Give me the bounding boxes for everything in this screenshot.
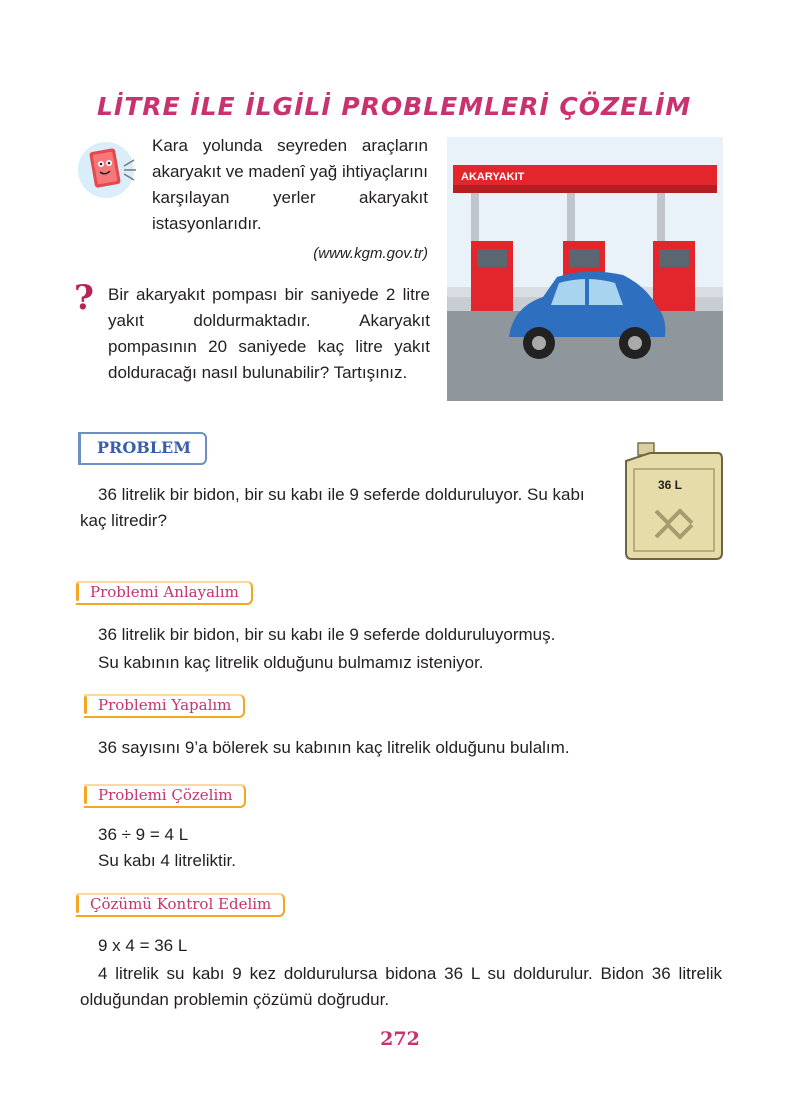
station-sign-text: AKARYAKIT [461,171,525,183]
solve-line-1: 36 ÷ 9 = 4 L [98,825,189,844]
page-title: LİTRE İLE İLGİLİ PROBLEMLERİ ÇÖZELİM [97,92,692,121]
do-line-1: 36 sayısını 9’a bölerek su kabının kaç litrelik olduğunu bulalım. [98,738,570,757]
section-label-do: Problemi Yapalım [84,694,245,718]
problem-label: PROBLEM [78,432,207,465]
section-label-understand: Problemi Anlayalım [76,581,253,605]
understand-line-2: Su kabının kaç litrelik olduğunu bulmamız isteniyor. [98,653,484,672]
notebook-mascot-icon [74,138,146,202]
check-line-2: 4 litrelik su kabı 9 kez doldurulursa bidona 36 L su doldurulur. Bidon 36 litrelik olduğundan problemin çözümü doğrudur. [80,964,722,1009]
understand-line-1: 36 litrelik bir bidon, bir su kabı ile 9 seferde dolduruluyormuş. [98,625,556,644]
page-number: 272 [380,1028,420,1050]
question-mark-icon: ? [74,278,94,318]
source-citation: (www.kgm.gov.tr) [313,245,428,262]
section-label-check: Çözümü Kontrol Edelim [76,893,285,917]
discussion-question: Bir akaryakıt pompası bir saniyede 2 litre yakıt doldurmaktadır. Akaryakıt pompasının 20 saniyede kaç litre yakıt dolduracağı nasıl bulunabilir? Tartışınız. [108,285,430,382]
gas-station-illustration [447,137,723,401]
section-label-solve: Problemi Çözelim [84,784,246,808]
problem-text: 36 litrelik bir bidon, bir su kabı ile 9 seferde dolduruluyor. Su kabı kaç litredir? [80,485,585,530]
intro-text: Kara yolunda seyreden araçların akaryakıt ve madenî yağ ihtiyaçlarını karşılayan yerler akaryakıt istasyonlarıdır. [152,136,428,233]
canister-illustration [618,441,726,563]
canister-label-text: 36 L [658,478,683,492]
solve-line-2: Su kabı 4 litreliktir. [98,851,236,870]
check-line-1: 9 x 4 = 36 L [98,936,188,955]
